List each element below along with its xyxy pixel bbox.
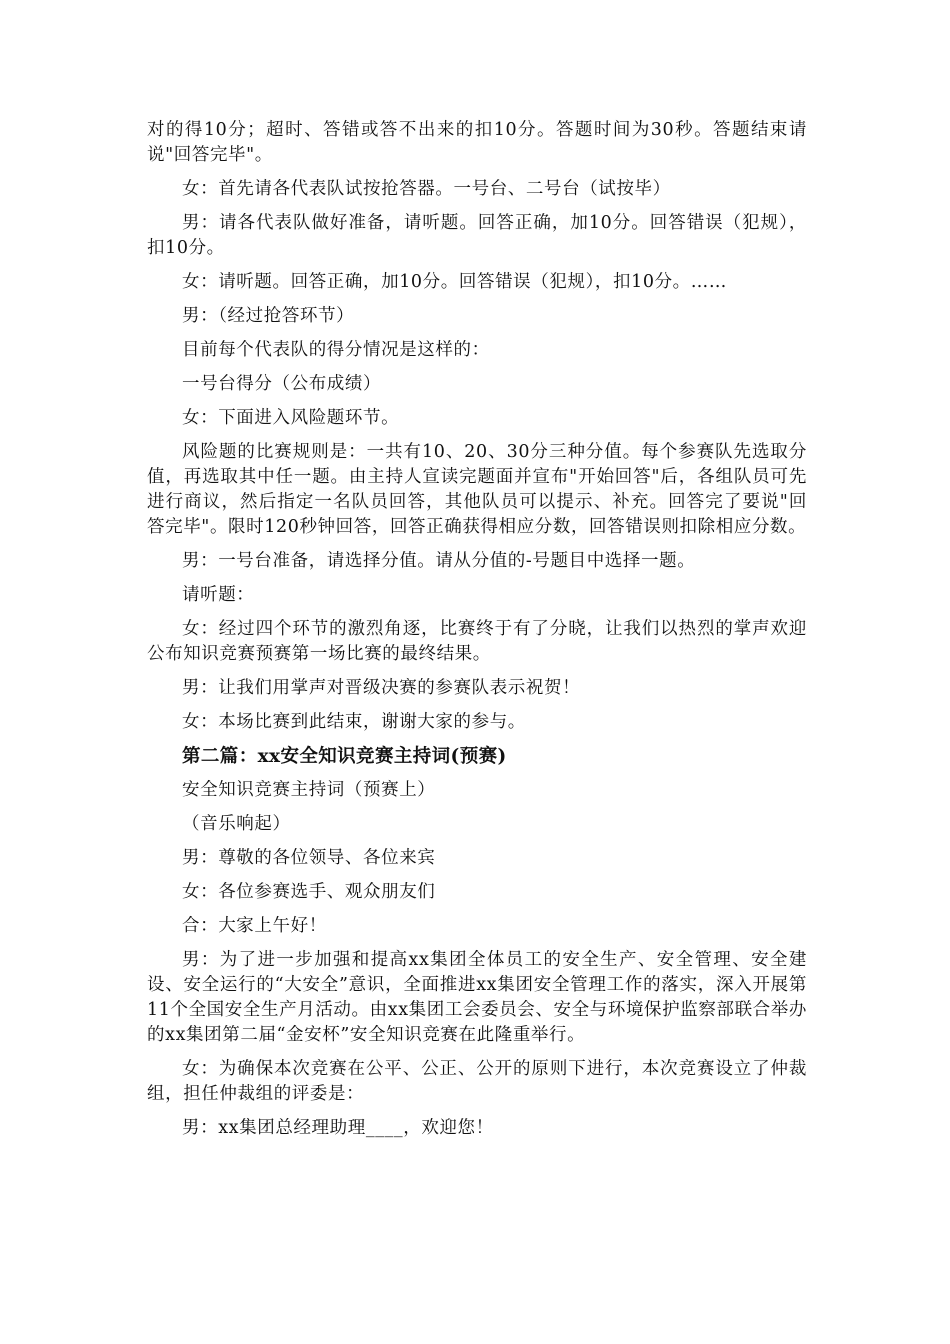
paragraph: 男：（经过抢答环节） [182,306,355,326]
paragraph: 女：为确保本次竞赛在公平、公正、公开的原则下进行，本次竞赛设立了仲裁组，担任仲裁组的评委是： [147,1059,807,1104]
paragraph: 女：本场比赛到此结束，谢谢大家的参与。 [182,712,526,732]
paragraph: 请听题： [182,585,255,605]
paragraph: （音乐响起） [182,814,291,834]
paragraph: 女：请听题。回答正确，加10分。回答错误（犯规），扣10分。…… [182,272,727,292]
paragraph: 合：大家上午好！ [182,916,327,936]
paragraph: 安全知识竞赛主持词（预赛上） [182,780,436,800]
paragraph: 风险题的比赛规则是：一共有10、20、30分三种分值。每个参赛队先选取分值，再选取其中任一题。由主持人宣读完题面并宣布"开始回答"后，各组队员可先进行商议，然后指定一名队员回答，其他队员可以提示、补充。回答完了要说"回答完毕"。限时120秒钟回答，回答正确获得相应分数，回答错误则扣除相应分数。 [147,442,807,537]
paragraph: 女：下面进入风险题环节。 [182,408,400,428]
paragraph: 目前每个代表队的得分情况是这样的： [182,340,490,360]
paragraph: 女：首先请各代表队试按抢答器。一号台、二号台（试按毕） [182,179,671,199]
document-page [147,118,807,1150]
paragraph: 男：为了进一步加强和提高xx集团全体员工的安全生产、安全管理、安全建设、安全运行的“大安全”意识，全面推进xx集团安全管理工作的落实，深入开展第11个全国安全生产月活动。由xx集团工会委员会、安全与环境保护监察部联合举办的xx集团第二届“金安杯”安全知识竞赛在此隆重举行。 [147,950,807,1045]
paragraph: 男：让我们用掌声对晋级决赛的参赛队表示祝贺！ [182,678,581,698]
paragraph: 男：请各代表队做好准备，请听题。回答正确，加10分。回答错误（犯规），扣10分。 [147,213,807,258]
paragraph: 对的得10分；超时、答错或答不出来的扣10分。答题时间为30秒。答题结束请说"回答完毕"。 [147,120,807,165]
paragraph: 男：尊敬的各位领导、各位来宾 [182,848,436,868]
paragraph: 女：各位参赛选手、观众朋友们 [182,882,436,902]
paragraph: 男：xx集团总经理助理____，欢迎您！ [182,1118,494,1138]
paragraph: 男：一号台准备，请选择分值。请从分值的-号题目中选择一题。 [182,551,696,571]
paragraph: 女：经过四个环节的激烈角逐，比赛终于有了分晓，让我们以热烈的掌声欢迎公布知识竞赛预赛第一场比赛的最终结果。 [147,619,807,664]
paragraph: 一号台得分（公布成绩） [182,374,382,394]
section-heading: 第二篇：xx安全知识竞赛主持词(预赛) [182,746,507,767]
